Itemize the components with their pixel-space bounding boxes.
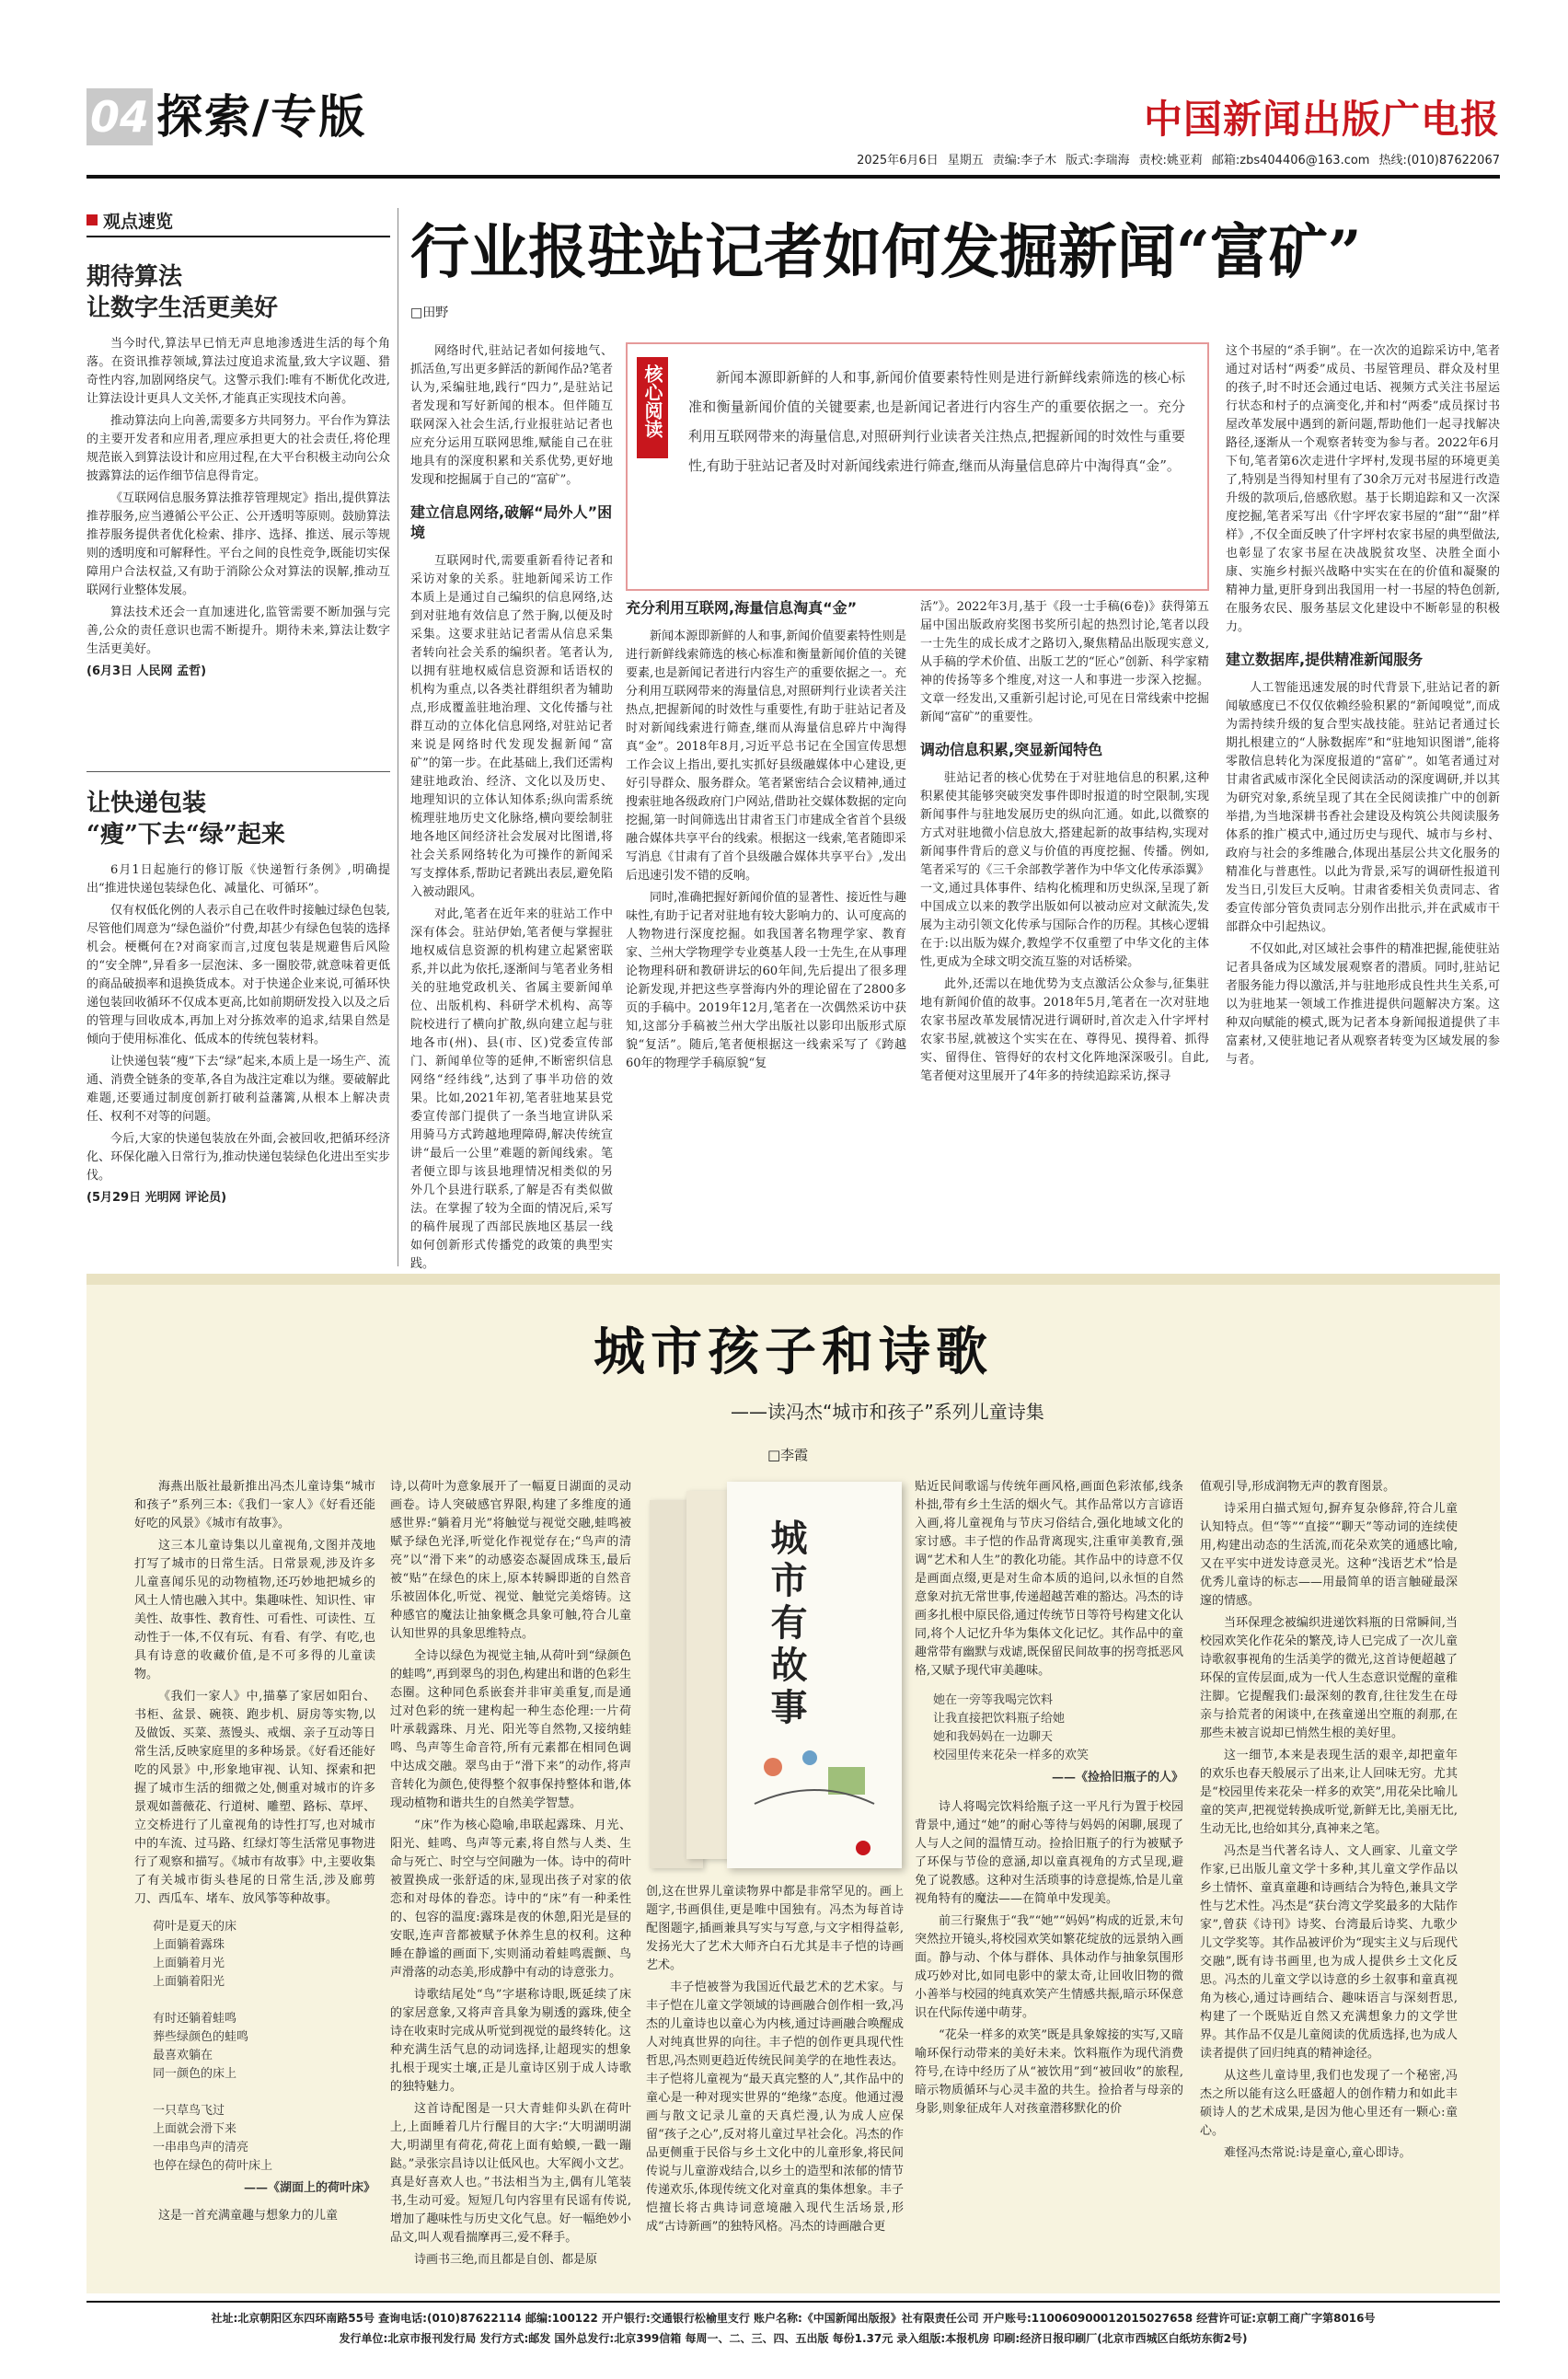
paragraph: 从这些儿童诗里,我们也发现了一个秘密,冯杰之所以能有这么旺盛超人的创作精力和如此丰硕诗人的艺术成果,是因为他心里还有一颗心:童心。 [1200,2069,1458,2138]
feature-author: □李霞 [767,1447,809,1463]
paragraph: 诗歌结尾处“鸟”字堪称诗眼,既延续了床的家居意象,又将声音具象为剔透的露珠,使全诗在收束时完成从听觉到视觉的最终转化。这种充满生活气息的动词选择,让超现实的想象扎根于现实土壤,正是儿童诗区别于成人诗歌的独特魅力。 [390,1988,631,2094]
lead-title: 行业报驻站记者如何发掘新闻“富矿” [410,218,1362,287]
footer-rule [86,2301,1500,2303]
feature-column-5 [1200,1478,1458,2288]
paragraph: 同时,准确把握好新闻价值的显著性、接近性与趣味性,有助于记者对驻地有较大影响力的、认可度高的人物物进行深度挖掘。如我国著名物理学家、教育家、兰州大学物理学专业奠基人段一士先生,在从事理论物理科研和教研讲坛的60年间,先后提出了很多理论新发现,并把这些享誉海内外的理论留在了2800多页的手稿中。2019年12月,笔者在一次偶然采访中获知,这部分手稿被兰州大学出版社以影印出版形式原貌“复活”。随后,笔者便根据这一线索采写了《跨越60年的物理学手稿原貌“复 [626,891,906,1070]
meta-bar [639,153,1500,169]
paragraph: 全诗以绿色为视觉主轴,从荷叶到“绿颜色的蛙鸣”,再到翠鸟的羽色,构建出和谐的色彩生态圈。这种同色系嵌套并非审美重复,而是通过对色彩的统一建构起一种生态伦理:一片荷叶承载露珠、月光、阳光等自然物,又接纳蛙鸣、鸟声等生命音符,所有元素都在相同色调中达成交融。翠鸟由于“滑下来”的动作,将声音转化为颜色,使得整个叙事保持整体和谐,体现动植物和谐共生的自然美学智慧。 [390,1649,631,1810]
meta-email: 邮箱:zbs404406@163.com [1211,154,1370,167]
footer-line-2: 发行单位:北京市报刊发行局 发行方式:邮发 国外总发行:北京399信箱 每周一、二、三、四、五出版 每份1.37元 录入组版:本报机房 印刷:经济日报印刷厂(北京市西城区白纸坊东街2号) [339,2332,1248,2345]
sidebar-article-1 [86,261,390,681]
paragraph: 人工智能迅速发展的时代背景下,驻站记者的新闻敏感度已不仅仅依赖经验积累的“新闻嗅觉”,而成为需持续升级的复合型实战技能。驻站记者通过长期扎根建立的“人脉数据库”和“驻地知识图谱”,能将零散信息转化为深度报道的“富矿”。如笔者通过对甘肃省武威市深化全民阅读活动的深度调研,并以其为研究对象,系统呈现了其在全民阅读推广中的创新举措,为当地深耕书香社会建设及构筑公共阅读服务体系的推广模式中,通过历史与现代、城市与乡村、政府与社会的多维融合,体现出基层公共文化服务的精准化与普惠性。以此为背景,采写的调研性报道刊发当日,引发巨大反响。甘肃省委相关负责同志、省委宣传部分管负责同志分别作出批示,并在武威市干部群众中引起热议。 [1226,681,1500,934]
sidebar-divider [86,771,390,772]
section-title: 探索/专版 [156,89,367,144]
article-title-line2: “瘦”下去“绿”起来 [86,821,285,849]
subheading: 建立信息网络,破解“局外人”困境 [410,503,613,541]
paragraph: 这个书屋的“杀手锏”。在一次次的追踪采访中,笔者通过对话村“两委”成员、书屋管理员、群众及村里的孩子,时不时还会通过电话、视频方式关注书屋运行状态和村子的点滴变化,并和村“两委”成员探讨书屋改革发展中遇到的新问题,帮助他们一起寻找解决路径,逐渐从一个观察者转变为参与者。2022年6月下旬,笔者第6次走进什字坪村,发现书屋的环境更美了,特别是当得知村里有了30余万元对书屋进行改造升级的款项后,倍感欣慰。基于长期追踪和又一次深度挖掘,笔者采写出《什字坪农家书屋的“甜”“甜”样样》,不仅全面反映了什字坪村农家书屋的典型做法,也彰显了农家书屋在决战脱贫攻坚、决胜全面小康、实施乡村振兴战略中实实在在的价值和凝聚的精神力量,更肝身到出我国用一村一书屋的特色创新,在服务农民、服务基层文化建设中不断彰显的积极力。 [1226,344,1500,634]
core-reading-label: 核心阅读 [637,357,668,458]
paragraph: 对此,笔者在近年来的驻站工作中深有体会。驻站伊始,笔者便与掌握驻地权威信息资源的机构建立起紧密联系,并以此为依托,逐渐间与笔者业务相关的驻地党政机关、省属主要新闻单位、出版机构、科研学术机构、高等院校进行了横向扩散,纵向建立起与驻地各市(州)、县(市、区)党委宣传部门、新闻单位等的延伸,不断密织信息网络“经纬线”,达到了事半功倍的效果。比如,2021年初,笔者驻地某县党委宣传部门提供了一条当地宣讲队采用骑马方式跨越地理障碍,解决传统宣讲“最后一公里”难题的新闻线索。笔者便立即与该县地理情况相类似的另外几个县进行联系,了解是否有类似做法。在掌握了较为全面的情况后,采写的稿件展现了西部民族地区基层一线如何创新形式传播党的政策的典型实践。 [410,907,613,1271]
core-reading-text: 新闻本源即新鲜的人和事,新闻价值要素特性则是进行新鲜线索筛选的核心标准和衡量新闻价值的关键要素,也是新闻记者进行内容生产的重要依据之一。充分利用互联网带来的海量信息,对照研判行业读者关注热点,把握新闻的时效性与重要性,有助于驻站记者及时对新闻线索进行筛查,继而从海量信息碎片中淘得真“金”。 [688,369,1185,474]
paragraph: 丰子恺被誉为我国近代最艺术的艺术家。与丰子恺在儿童文学领域的诗画融合创作相一致,冯杰的儿童诗也以童心为内核,通过诗画融合唤醒成人对纯真世界的向往。丰子恺的创作更具现代性哲思,冯杰则更趋近传统民间美学的在地性表达。丰子恺将儿童视为“最天真完整的人”,其作品中的童心是一种对现实世界的“绝缘”态度。他通过漫画与散文记录儿童的天真烂漫,认为成人应保留“孩子之心”,反对将儿童过早社会化。冯杰的作品更侧重于民俗与乡土文化中的儿童形象,将民间传说与儿童游戏结合,以乡土的造型和浓郁的情节传递欢乐,体现传统文化对童真的集体想象。丰子恺擅长将古典诗词意境融入现代生活场景,形成“古诗新画”的独特风格。冯杰的诗画融合更 [646,1981,904,2234]
paragraph: 互联网时代,需要重新看待记者和采访对象的关系。驻地新闻采访工作本质上是通过自己编织的信息网络,达到对驻地有效信息了然于胸,以便及时采集。这要求驻站记者需从信息采集者转向社会关系的编织者。笔者认为,以拥有驻地权威信息资源和话语权的机构为重点,以各类社群组织者为辅助点,形成覆盖驻地治理、文化传播与社群互动的立体化信息网络,对驻站记者来说是网络时代发现发掘新闻“富矿”的第一步。在此基础上,我们还需构建驻地政治、经济、文化以及历史、地理知识的立体认知体系;纵向需系统梳理驻地历史文化脉络,横向要绘制驻地各地区间经济社会发展对比图谱,将社会关系网络转化为可操作的新闻采写支撑体系,帮助记者跳出表层,避免陷入被动跟风。 [410,554,613,899]
feature-title: 城市孩子和诗歌 [594,1322,993,1382]
feature-top-band [86,1274,1500,1285]
page-number: 04 [86,88,153,145]
paragraph: 今后,大家的快递包装放在外面,会被回收,把循环经济化、环保化融入日常行为,推动快递包装绿色化进出至实步伐。 [86,1132,390,1183]
poem-source: ——《捡拾旧瓶子的人》 [1051,1771,1183,1784]
subheading: 调动信息积累,突显新闻特色 [920,741,1103,758]
sidebar-header-rule [86,236,390,237]
paragraph: 前三行聚焦于“我”“她”“妈妈”构成的近景,末句突然拉开镜头,将校园欢笑如繁花绽放的远景纳入画面。静与动、个体与群体、具体动作与抽象氛围形成巧妙对比,如同电影中的蒙太奇,让回收旧物的微小善举与校园的纯真欢笑产生情感共振,暗示环保意识在代际传递中萌芽。 [915,1914,1183,2020]
paragraph: 仅有权低化例的人表示自己在收件时接触过绿色包装,尽管他们周意为“绿色溢价”付费,却甚少有绿色包装的选择机会。梗概何在?对商家而言,过度包装是规避售后风险的“安全牌”,异看多一层泡沫、多一圈胶带,就意味着更低的商品破损率和退换货成本。对于快递企业来说,可循环快递包装回收循环不仅成本更高,比如前期研发投入以及之后的管理与回收成本,再加上对分拣效率的追求,结果自然是倾向于使用标准化、低成本的传统包装材料。 [86,904,390,1046]
meta-date: 2025年6月6日 [857,154,939,167]
lead-column-1 [410,342,613,1271]
paragraph: 这一细节,本来是表现生活的艰辛,却把童年的欢乐也春天般展示了出来,让人回味无穷。尤其是“校园里传来花朵一样多的欢笑”,用花朵比喻儿童的笑声,把视觉转换成听觉,新鲜无比,美丽无比,生动无比,也给如其分,真神来之笔。 [1200,1749,1458,1836]
book-front-cover [727,1482,902,1868]
paragraph: 值观引导,形成润物无声的教育图景。 [1200,1480,1396,1494]
article-title-line2: 让数字生活更美好 [86,294,279,322]
article-source: (5月29日 光明网 评论员) [86,1191,227,1205]
paragraph: 这三本儿童诗集以儿童视角,文图并茂地打写了城市的日常生活。日常景观,涉及许多儿童喜闻乐见的动物植物,还巧妙地把城乡的风土人情也融入其中。集趣味性、知识性、审美性、故事性、教育性、可看性、可读性、互动性于一体,不仅有玩、有看、有学、有吃,也具有诗意的收藏价值,是不可多得的儿童读物。 [134,1539,375,1681]
article-title-line1: 期待算法 [86,263,183,291]
paragraph: 冯杰是当代著名诗人、文人画家、儿童文学作家,已出版儿童文学十多种,其儿童文学作品以乡土情怀、童真童趣和诗画结合为特色,兼具文学性与艺术性。冯杰是“获台湾文学奖最多的大陆作家”,曾获《诗刊》诗奖、台湾最后诗奖、九歌少儿文学奖等。其作品被评价为“现实主义与后现代交融”,既有诗书画里,也为成人提供乡土文化反思。冯杰的儿童文学以诗意的乡土叙事和童真视角为核心,通过诗画结合、趣味语言与深刻哲思,构建了一个既贴近自然又充满想象力的文学世界。其作品不仅是儿童阅读的优质选择,也为成人读者提供了回归纯真的精神途径。 [1200,1844,1458,2061]
paragraph: 驻站记者的核心优势在于对驻地信息的积累,这种积累使其能够突破突发事件即时报道的时空限制,实现新闻事件与驻地发展历史的纵向汇通。如此,以微察的方式对驻地微小信息放大,搭建起新的故事结构,实现对新闻事件背后的意义与价值的再度挖掘、传播。例如,笔者采写的《三千余部教学著作为中华文化传承添翼》一文,通过具体事件、结构化梳理和历史纵深,呈现了新中国成立以来的教学出版如何以被动应对文献流失,发展为主动引领文化传承与国际合作的历程。其核心逻辑在于:以出版为媒介,教煌学不仅重塑了中华文化的主体性,更成为全球文明交流互鉴的对话桥梁。 [920,771,1209,969]
sidebar [86,208,390,1271]
paragraph: 诗画书三绝,而且都是自创、都是原 [414,2253,598,2267]
lead-column-2 [626,598,906,1261]
subheading: 建立数据库,提供精准新闻服务 [1226,651,1424,668]
paragraph: 此外,还需以在地优势为支点激活公众参与,征集驻地有新闻价值的故事。2018年5月,笔者在一次对驻地农家书屋改革发展情况进行调研时,首次走入什字坪村农家书屋,就被这个实实在在、尊得见、摸得着、抓得实、留得住、管得好的农村文化阵地深深吸引。自此,笔者便对这里展开了4年多的持续追踪采访,探寻 [920,977,1209,1083]
core-reading-box [626,342,1209,591]
feature-subtitle: ——读冯杰“城市和孩子”系列儿童诗集 [731,1401,1044,1423]
lead-column-3 [920,598,1209,1261]
footer-line-1: 社址:北京朝阳区东四环南路55号 查询电话:(010)87622114 邮编:100122 开户银行:交通银行松榆里支行 账户名称:《中国新闻出版报》社有限责任公司 开户账号:110060900012015027658 经营许可证:京朝工商广字第8016号 [211,2312,1376,2325]
square-bullet-icon [86,214,98,225]
paragraph: 推动算法向上向善,需要多方共同努力。平台作为算法的主要开发者和应用者,理应承担更大的社会责任,将伦理规范嵌入到算法设计和应用过程,在大平台积极主动向公众披露算法的运作细节信息得肯定。 [86,414,390,483]
paragraph: “花朵一样多的欢笑”既是具象嫁接的实写,又暗喻环保行动带来的美好未来。饮料瓶作为现代消费符号,在诗中经历了从“被饮用”到“被回收”的旅程,暗示物质循环与心灵丰盈的共生。捡拾者与母亲的身影,则象征成年人对孩童潜移默化的价 [915,2028,1183,2116]
book-cover-image [650,1482,904,1872]
paragraph: 当环保理念被编织进递饮料瓶的日常瞬间,当校园欢笑化作花朵的繁茂,诗人已完成了一次儿童诗歌叙事视角的生活美学的微光,这首诗便超越了环保的宣传层面,成为一代人生态意识觉醒的童稚注脚。它提醒我们:最深刻的教育,往往发生在母亲与拾荒者的闲谈中,在孩童递出空瓶的刹那,在那些未被言说却已悄然生根的美好里。 [1200,1616,1458,1740]
meta-editor: 责编:李子木 [992,154,1057,167]
masthead [86,88,1500,171]
lead-column-4 [1226,342,1500,1263]
paragraph: 《互联网信息服务算法推荐管理规定》指出,提供算法推荐服务,应当遵循公平公正、公开透明等原则。鼓励算法推荐服务提供者优化检索、排序、选择、推送、展示等规则的透明度和可解释性。平台之间的良性竞争,既能切实保障用户合法权益,又有助于消除公众对算法的误解,推动互联网行业整体发展。 [86,491,390,597]
paragraph: 网络时代,驻站记者如何接地气、抓活鱼,写出更多鲜活的新闻作品?笔者认为,采编驻地,践行“四力”,是驻站记者发现和写好新闻的根本。但伴随互联网深入社会生活,行业报驻站记者也应充分运用互联网思维,赋能自己在驻地具有的深度积累和关系优势,更好地发现和挖掘属于自己的“富矿”。 [410,344,613,487]
paragraph: 6月1日起施行的修订版《快递暂行条例》,明确提出“推进快递包装绿色化、减量化、可循环”。 [86,863,390,895]
paragraph: 这首诗配图是一只大青蛙仰头趴在荷叶上,上面睡着几片行醒目的大字:“大明湖明湖大,明湖里有荷花,荷花上面有蛤蟆,一戳一蹦跶。”录张宗昌诗以让低风也。大军阀小文艺。真是好喜欢人也。”书法相当为主,偶有儿笔装书,生动可爱。短短几句内容里有民谣有传说,增加了趣味性与历史文化气息。好一幅绝妙小品文,叫人观看揣摩再三,爱不释手。 [390,2102,631,2245]
paragraph: 新闻本源即新鲜的人和事,新闻价值要素特性则是进行新鲜线索筛选的核心标准和衡量新闻价值的关键要素,也是新闻记者进行内容生产的重要依据之一。充分利用互联网带来的海量信息,对照研判行业读者关注热点,把握新闻的时效性与重要性,有助于驻站记者及时对新闻线索进行筛查,继而从海量信息碎片中淘得真“金”。2018年8月,习近平总书记在全国宣传思想工作会议上指出,要扎实抓好县级融媒体中心建设,更好引导群众、服务群众。笔者紧密结合会议精神,通过搜索驻地各级政府门户网站,借助社交媒体数据的定向挖掘,第一时间筛选出甘肃省玉门市建成全省首个县级融合媒体共享平台的线索。根据这一线索,笔者随即采写消息《甘肃有了首个县级融合媒体共享平台》,发出后迅速引发不错的反响。 [626,629,906,883]
sidebar-header: 观点速览 [86,208,173,232]
sidebar-article-2 [86,788,390,1207]
poem-source: ——《湖面上的荷叶床》 [243,2181,375,2195]
lead-author: □田野 [410,306,449,320]
paragraph: 这是一首充满童趣与想象力的儿童 [158,2209,339,2223]
feature-column-2 [390,1478,631,2288]
masthead-rule [86,175,1500,179]
meta-proofreader: 责校:姚亚莉 [1138,154,1203,167]
paragraph: 创,这在世界儿童读物界中都是非常罕见的。画上题字,书画俱佳,更是唯中国独有。冯杰为每首诗配图题字,插画兼具写实与写意,与文字相得益彰,发扬光大了艺术大师齐白石尤其是丰子恺的诗画艺术。 [646,1885,904,1972]
article-source: (6月3日 人民网 孟哲) [86,664,207,678]
paragraph: 难怪冯杰常说:诗是童心,童心即诗。 [1224,2146,1412,2160]
feature-section [86,1274,1500,2293]
paragraph: 不仅如此,对区域社会事件的精准把握,能使驻站记者具备成为区域发展观察者的潜质。同时,驻站记者服务能力得以激活,并与驻地形成良性共生关系,可以为驻地某一领域工作推进提供问题解决方案。这种双向赋能的模式,既为记者本身新闻报道提供了丰富素材,又使驻地记者从观察者转变为区域发展的参与者。 [1226,942,1500,1067]
meta-weekday: 星期五 [947,154,984,167]
feature-column-4 [915,1478,1183,2288]
paragraph: 海燕出版社最新推出冯杰儿童诗集“城市和孩子”系列三本:《我们一家人》《好看还能好吃的风景》《城市有故事》。 [134,1480,375,1530]
paragraph: 贴近民间歌谣与传统年画风格,画面色彩浓郁,线条朴拙,带有乡土生活的烟火气。其作品常以方言谚语入画,将儿童视角与节庆习俗结合,强化地域文化的家讨感。丰子恺的作品背离现实,注重审美教育,强调“艺术和人生”的教化功能。其作品中的诗意不仅是画面点缀,更是对生命本质的追问,以永恒的自然意象对抗无常世事,传递超越苦难的豁达。冯杰的诗画多扎根中原民俗,通过传统节日等符号构建文化认同,将个人记忆升华为集体文化记忆。其作品中的童趣常带有幽默与戏谑,既保留民间故事的拐弯抵恶风格,又赋予现代审美趣味。 [915,1480,1183,1678]
feature-column-3 [646,1883,904,2288]
paragraph: 诗人将喝完饮料给瓶子这一平凡行为置于校园背景中,通过“她”的耐心等待与妈妈的闲聊,展现了人与人之间的温情互动。捡拾旧瓶子的行为被赋予了环保与节俭的意涵,却以童真视角的方式呈现,避免了说教感。这种对生活琐事的诗意提炼,恰是儿童视角特有的魔法——在简单中发现美。 [915,1800,1183,1906]
paragraph: 诗,以荷叶为意象展开了一幅夏日湖面的灵动画卷。诗人突破感官界限,构建了多维度的通感世界:“躺着月光”将触觉与视觉交融,蛙鸣被赋予绿色光泽,听觉化作视觉存在;“鸟声的清亮”以“滑下来”的动感姿态凝固成珠玉,最后被“贴”在绿色的床上,原本转瞬即逝的自然音乐被固体化,听觉、视觉、触觉完美熔铸。这种感官的魔法让抽象概念具象可触,符合儿童认知世界的具象思维特点。 [390,1480,631,1641]
book-cover-illustration [745,1712,883,1822]
footer [86,2308,1500,2352]
paragraph: 算法技术还会一直加速进化,监管需要不断加强与完善,公众的责任意识也需不断提升。期待未来,算法让数字生活更美好。 [86,606,390,656]
paragraph: “床”作为核心隐喻,串联起露珠、月光、阳光、蛙鸣、鸟声等元素,将自然与人类、生命与死亡、时空与空间融为一体。诗中的荷叶被置换成一张舒适的床,显现出孩子对家的依恋和对母体的眷恋。诗中的“床”有一种柔性的、包容的温度:露珠是夜的休憩,阳光是昼的安眠,连声音都被赋予休养生息的权利。这种睡在静谧的画面下,实则涌动着蛙鸣震颤、鸟声滑落的动态美,形成静中有动的诗意张力。 [390,1819,631,1980]
paragraph: 诗采用白描式短句,摒弃复杂修辞,符合儿童认知特点。但“等”“直接”“聊天”等动词的连续使用,构建出动态的生活流,而花朵欢笑的通感比喻,又在平实中迸发诗意灵光。这种“浅语艺术”恰是优秀儿童诗的标志——用最简单的语言触碰最深邃的情感。 [1200,1502,1458,1608]
article-title-line1: 让快递包装 [86,790,207,817]
poem: 荷叶是夏天的床 上面躺着露珠 上面躺着月光 上面躺着阳光 有时还躺着蛙鸣 葬些绿颜色的蛙鸣 最喜欢躺在 同一颜色的床上 一只草鸟飞过 上面就会滑下来 一串串鸟声的清亮 也停在绿色的荷叶床上 ——《湖面上的荷叶床》 [134,1918,375,2198]
feature-column-1 [134,1478,375,2288]
paragraph: 活”》。2022年3月,基于《段一士手稿(6卷)》获得第五届中国出版政府奖图书奖所引起的热烈讨论,笔者以段一士先生的成长成才之路切入,聚焦精品出版现实意义,从手稿的学术价值、出版工艺的“匠心”创新、科学家精神的传扬等多个维度,对这一人和事进一步深入挖掘。文章一经发出,又重新引起讨论,可见在日常线索中挖掘新闻“富矿”的重要性。 [920,600,1209,724]
subheading: 充分利用互联网,海量信息淘真“金” [626,599,858,617]
paragraph: 《我们一家人》中,描摹了家居如阳台、书柜、盆景、碗筷、跑步机、厨房等实物,以及做饭、买菜、蒸馒头、戒烟、亲子互动等日常生活,反映家庭里的多种场景。《好看还能好吃的风景》中,形象地审视、认知、探索和把握了城市生活的细微之处,侧重对城市的许多景观如蔷薇花、行道树、雕塑、路标、草坪、立交桥进行了儿童视角的诗性打写,也对城市中的车流、过马路、红绿灯等生活常见事物进行了观察和描写。《城市有故事》中,主要收集了有关城市街头巷尾的日常生活,涉及廊剪刀、西瓜车、堵车、放风筝等种故事。 [134,1690,375,1906]
publisher-logo [856,1841,870,1855]
meta-hotline: 热线:(010)87622067 [1378,154,1500,167]
book-cover-title: 城市有故事 [765,1519,808,1730]
paragraph: 当今时代,算法早已悄无声息地渗透进生活的每个角落。在资讯推荐领域,算法过度追求流量,致大字议题、猎奇性内容,加剧网络戾气。这警示我们:唯有不断优化改进,让算法设计更具人文关怀,才能真正实现技术向善。 [86,337,390,406]
paragraph: 让快递包装“瘦”下去“绿”起来,本质上是一场生产、流通、消费全链条的变革,各自为战注定难以为继。要破解此难题,还要通过制度创新打破利益藩篱,从根本上解决责任、权利不对等的问题。 [86,1055,390,1124]
paper-name: 中国新闻出版广电报 [1143,97,1500,142]
meta-layout: 版式:李瑞海 [1066,154,1130,167]
poem: 她在一旁等我喝完饮料 让我直接把饮料瓶子给她 她和我妈妈在一边聊天 校园里传来花朵一样多的欢笑 ——《捡拾旧瓶子的人》 [915,1692,1183,1787]
